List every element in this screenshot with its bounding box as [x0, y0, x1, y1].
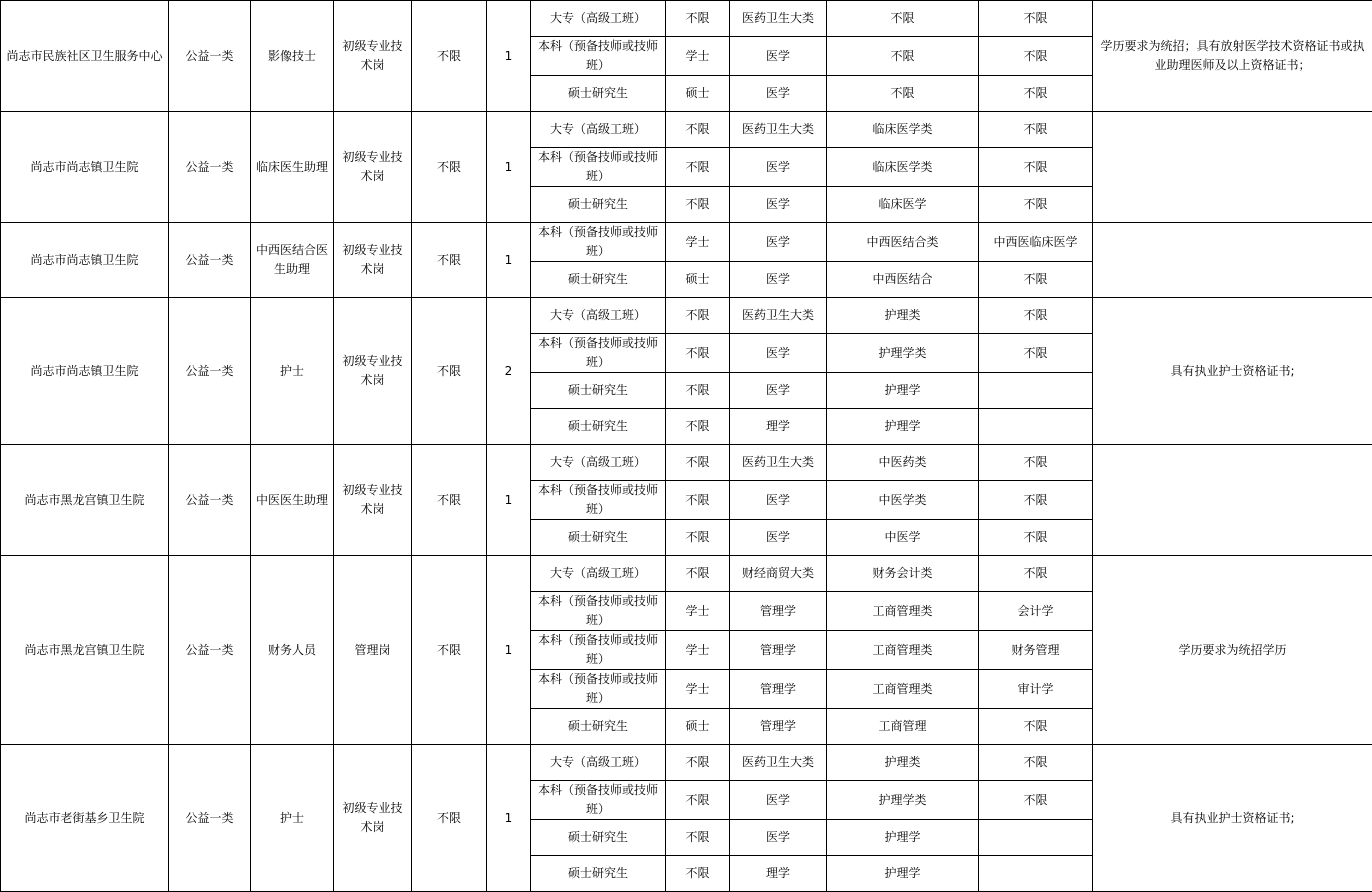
note-cell: [1093, 112, 1372, 223]
limit-cell: 不限: [412, 1, 487, 112]
major-cell: 不限: [827, 37, 979, 76]
limit-cell: 不限: [412, 745, 487, 892]
education-cell: 硕士研究生: [531, 820, 666, 856]
unit-cell: 尚志市尚志镇卫生院: [1, 298, 169, 445]
position-cell: 临床医生助理: [251, 112, 334, 223]
unit-cell: 尚志市尚志镇卫生院: [1, 223, 169, 298]
major-cell: 护理类: [827, 298, 979, 334]
major-cell: 护理学: [827, 373, 979, 409]
education-cell: 大专（高级工班）: [531, 112, 666, 148]
major-cell: 临床医学类: [827, 148, 979, 187]
limit-cell: 不限: [412, 298, 487, 445]
sub-major-cell: 不限: [979, 298, 1093, 334]
degree-cell: 不限: [666, 1, 730, 37]
category-cell: 公益一类: [169, 112, 251, 223]
major-category-cell: 财经商贸大类: [730, 556, 827, 592]
category-cell: 公益一类: [169, 445, 251, 556]
category-cell: 公益一类: [169, 223, 251, 298]
major-category-cell: 医学: [730, 373, 827, 409]
category-cell: 公益一类: [169, 298, 251, 445]
major-category-cell: 医药卫生大类: [730, 298, 827, 334]
post-type-cell: 初级专业技术岗: [334, 445, 412, 556]
note-cell: 学历要求为统招学历: [1093, 556, 1372, 745]
sub-major-cell: 不限: [979, 1, 1093, 37]
table-row: [1, 223, 1372, 262]
major-category-cell: 医学: [730, 334, 827, 373]
count-cell: 1: [487, 112, 531, 223]
education-cell: 硕士研究生: [531, 373, 666, 409]
count-cell: 1: [487, 223, 531, 298]
sub-major-cell: 中西医临床医学: [979, 223, 1093, 262]
limit-cell: 不限: [412, 223, 487, 298]
unit-cell: 尚志市黑龙宫镇卫生院: [1, 556, 169, 745]
count-cell: 1: [487, 556, 531, 745]
sub-major-cell: 不限: [979, 556, 1093, 592]
major-category-cell: 管理学: [730, 631, 827, 670]
sub-major-cell: 不限: [979, 76, 1093, 112]
major-cell: 工商管理: [827, 709, 979, 745]
major-category-cell: 管理学: [730, 670, 827, 709]
degree-cell: 不限: [666, 781, 730, 820]
major-cell: 工商管理类: [827, 592, 979, 631]
degree-cell: 不限: [666, 112, 730, 148]
degree-cell: 不限: [666, 445, 730, 481]
unit-cell: 尚志市黑龙宫镇卫生院: [1, 445, 169, 556]
education-cell: 硕士研究生: [531, 76, 666, 112]
major-cell: 护理学: [827, 409, 979, 445]
education-cell: 硕士研究生: [531, 409, 666, 445]
degree-cell: 硕士: [666, 262, 730, 298]
education-cell: 大专（高级工班）: [531, 445, 666, 481]
sub-major-cell: [979, 373, 1093, 409]
table-row: [1, 112, 1372, 148]
major-cell: 不限: [827, 76, 979, 112]
education-cell: 本科（预备技师或技师班）: [531, 37, 666, 76]
degree-cell: 不限: [666, 298, 730, 334]
degree-cell: 学士: [666, 592, 730, 631]
major-cell: 护理学类: [827, 781, 979, 820]
education-cell: 本科（预备技师或技师班）: [531, 481, 666, 520]
sub-major-cell: 财务管理: [979, 631, 1093, 670]
education-cell: 本科（预备技师或技师班）: [531, 223, 666, 262]
sub-major-cell: 不限: [979, 781, 1093, 820]
sub-major-cell: 不限: [979, 709, 1093, 745]
education-cell: 大专（高级工班）: [531, 1, 666, 37]
education-cell: 本科（预备技师或技师班）: [531, 670, 666, 709]
major-category-cell: 理学: [730, 409, 827, 445]
education-cell: 硕士研究生: [531, 856, 666, 892]
sub-major-cell: [979, 409, 1093, 445]
major-category-cell: 管理学: [730, 592, 827, 631]
sub-major-cell: [979, 820, 1093, 856]
count-cell: 1: [487, 745, 531, 892]
count-cell: 2: [487, 298, 531, 445]
education-cell: 大专（高级工班）: [531, 298, 666, 334]
major-category-cell: 医药卫生大类: [730, 112, 827, 148]
table-row: [1, 298, 1372, 334]
sub-major-cell: 不限: [979, 187, 1093, 223]
sub-major-cell: 会计学: [979, 592, 1093, 631]
unit-cell: 尚志市尚志镇卫生院: [1, 112, 169, 223]
major-cell: 临床医学类: [827, 112, 979, 148]
degree-cell: 硕士: [666, 76, 730, 112]
note-cell: 具有执业护士资格证书;: [1093, 745, 1372, 892]
position-cell: 影像技士: [251, 1, 334, 112]
major-cell: 护理学类: [827, 334, 979, 373]
degree-cell: 不限: [666, 820, 730, 856]
major-cell: 财务会计类: [827, 556, 979, 592]
degree-cell: 不限: [666, 556, 730, 592]
major-category-cell: 医药卫生大类: [730, 1, 827, 37]
table-row: [1, 1, 1372, 37]
major-category-cell: 医学: [730, 481, 827, 520]
category-cell: 公益一类: [169, 745, 251, 892]
education-cell: 本科（预备技师或技师班）: [531, 781, 666, 820]
limit-cell: 不限: [412, 445, 487, 556]
degree-cell: 学士: [666, 631, 730, 670]
post-type-cell: 初级专业技术岗: [334, 298, 412, 445]
count-cell: 1: [487, 1, 531, 112]
degree-cell: 不限: [666, 481, 730, 520]
education-cell: 大专（高级工班）: [531, 556, 666, 592]
unit-cell: 尚志市民族社区卫生服务中心: [1, 1, 169, 112]
major-cell: 临床医学: [827, 187, 979, 223]
major-cell: 中西医结合类: [827, 223, 979, 262]
major-category-cell: 医学: [730, 187, 827, 223]
major-cell: 中医学: [827, 520, 979, 556]
sub-major-cell: 不限: [979, 148, 1093, 187]
note-cell: 具有执业护士资格证书;: [1093, 298, 1372, 445]
position-cell: 护士: [251, 298, 334, 445]
major-cell: 护理类: [827, 745, 979, 781]
major-cell: 中医学类: [827, 481, 979, 520]
note-cell: 学历要求为统招；具有放射医学技术资格证书或执业助理医师及以上资格证书；: [1093, 1, 1372, 112]
major-category-cell: 管理学: [730, 709, 827, 745]
education-cell: 本科（预备技师或技师班）: [531, 148, 666, 187]
education-cell: 硕士研究生: [531, 187, 666, 223]
degree-cell: 硕士: [666, 709, 730, 745]
note-cell: [1093, 223, 1372, 298]
position-cell: 中西医结合医生助理: [251, 223, 334, 298]
major-cell: 中医药类: [827, 445, 979, 481]
unit-cell: 尚志市老街基乡卫生院: [1, 745, 169, 892]
position-cell: 护士: [251, 745, 334, 892]
major-cell: 中西医结合: [827, 262, 979, 298]
major-cell: 不限: [827, 1, 979, 37]
education-cell: 硕士研究生: [531, 262, 666, 298]
limit-cell: 不限: [412, 556, 487, 745]
post-type-cell: 初级专业技术岗: [334, 112, 412, 223]
education-cell: 硕士研究生: [531, 520, 666, 556]
category-cell: 公益一类: [169, 556, 251, 745]
table-body: [1, 1, 1372, 892]
major-category-cell: 医药卫生大类: [730, 745, 827, 781]
limit-cell: 不限: [412, 112, 487, 223]
education-cell: 大专（高级工班）: [531, 745, 666, 781]
sub-major-cell: 不限: [979, 334, 1093, 373]
count-cell: 1: [487, 445, 531, 556]
major-category-cell: 医学: [730, 781, 827, 820]
degree-cell: 不限: [666, 334, 730, 373]
degree-cell: 不限: [666, 409, 730, 445]
category-cell: 公益一类: [169, 1, 251, 112]
major-category-cell: 医学: [730, 76, 827, 112]
education-cell: 本科（预备技师或技师班）: [531, 631, 666, 670]
degree-cell: 学士: [666, 37, 730, 76]
major-category-cell: 医学: [730, 37, 827, 76]
sub-major-cell: 审计学: [979, 670, 1093, 709]
major-cell: 工商管理类: [827, 670, 979, 709]
degree-cell: 不限: [666, 187, 730, 223]
table-row: [1, 445, 1372, 481]
degree-cell: 不限: [666, 520, 730, 556]
major-cell: 护理学: [827, 856, 979, 892]
major-category-cell: 医药卫生大类: [730, 445, 827, 481]
major-cell: 护理学: [827, 820, 979, 856]
degree-cell: 不限: [666, 856, 730, 892]
education-cell: 本科（预备技师或技师班）: [531, 592, 666, 631]
post-type-cell: 管理岗: [334, 556, 412, 745]
sub-major-cell: 不限: [979, 37, 1093, 76]
sub-major-cell: 不限: [979, 262, 1093, 298]
post-type-cell: 初级专业技术岗: [334, 1, 412, 112]
education-cell: 本科（预备技师或技师班）: [531, 334, 666, 373]
sub-major-cell: 不限: [979, 745, 1093, 781]
sub-major-cell: [979, 856, 1093, 892]
major-category-cell: 医学: [730, 223, 827, 262]
sub-major-cell: 不限: [979, 481, 1093, 520]
sub-major-cell: 不限: [979, 112, 1093, 148]
degree-cell: 不限: [666, 373, 730, 409]
degree-cell: 不限: [666, 745, 730, 781]
major-category-cell: 理学: [730, 856, 827, 892]
note-cell: [1093, 445, 1372, 556]
degree-cell: 不限: [666, 148, 730, 187]
post-type-cell: 初级专业技术岗: [334, 745, 412, 892]
table-row: [1, 556, 1372, 592]
major-category-cell: 医学: [730, 148, 827, 187]
post-type-cell: 初级专业技术岗: [334, 223, 412, 298]
major-cell: 工商管理类: [827, 631, 979, 670]
position-cell: 财务人员: [251, 556, 334, 745]
education-cell: 硕士研究生: [531, 709, 666, 745]
major-category-cell: 医学: [730, 520, 827, 556]
degree-cell: 学士: [666, 670, 730, 709]
table-row: [1, 745, 1372, 781]
major-category-cell: 医学: [730, 262, 827, 298]
major-category-cell: 医学: [730, 820, 827, 856]
position-cell: 中医医生助理: [251, 445, 334, 556]
degree-cell: 学士: [666, 223, 730, 262]
sub-major-cell: 不限: [979, 445, 1093, 481]
sub-major-cell: 不限: [979, 520, 1093, 556]
